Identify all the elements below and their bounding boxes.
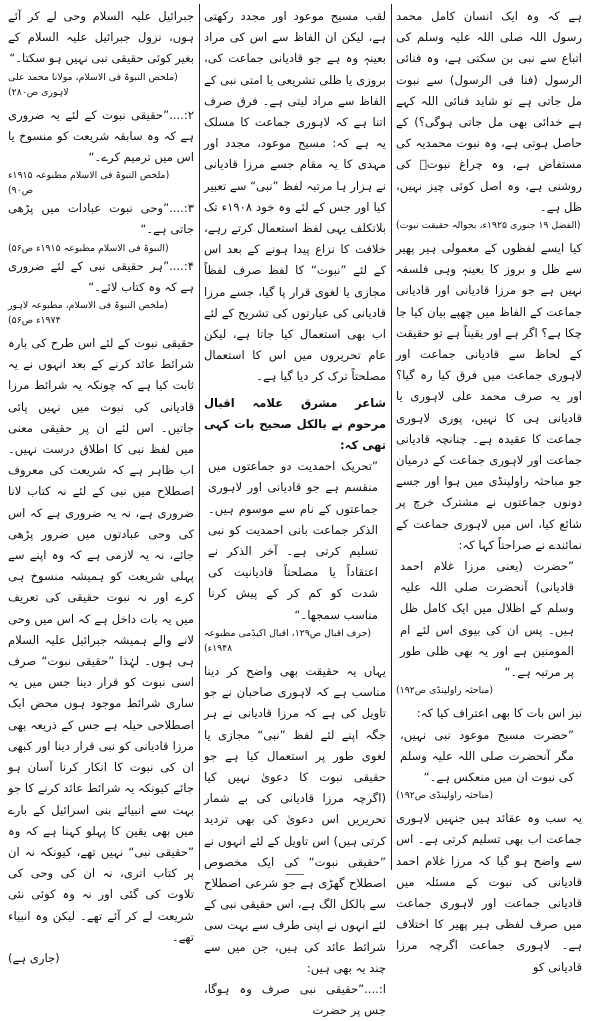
paragraph: لقب مسیح موعود اور مجدد رکھتی ہے، لیکن ان الفاظ سے اس کی مراد بعینہٖ وہ ہے جو قادیانی جماعت کی، بروزی یا ظلی تشریعی یا امتی نبی کے الفاظ سے مراد لیتی ہے۔ فرق صرف اتنا ہے کہ لاہوری جماعت کا مسلک یہ ہے کہ: مسیح موعود، مجدد اور مہدی کا یہ مقام جسے مرزا قادیانی نے ہزار ہا مرتبہ لفظ ”نبی“ سے تعبیر کیا اور جس کے لئے وہ خود ۱۹۰۸ء تک بلاتکلف یہی لفظ استعمال کرتے رہے، خلافت کا نزاع پیدا ہونے کے بعد اس کے لئے ”نبوت“ کا لفظ صرف لفظاً مجازی یا لغوی قرار پا گیا، جسے مرزا قادیانی کی عبارتوں کی تشریح کے لئے اب بھی استعمال کیا جاتا ہے، لیکن عام تحریروں میں اس کا استعمال مصلحتاً ترک کر دیا گیا ہے۔ [204, 9, 386, 384]
column-divider [391, 4, 392, 870]
paragraph: ہے کہ وہ ایک انسان کامل محمد رسول اللہ صلی اللہ علیہ وسلم کی اتباع سے نبی بن سکتی ہے، وہ فنائی الرسول (فنا فی الرسول) سے نبوت مل جاتی ہے تو شاید فنائی اللہ کہے ہے خدائی بھی مل جاتی ہوگی؟) کے حاصل ہوتی ہے، وہ نبوت محمدیہ کی مستفاض ہے، وہ چراغ نبوتؐ کی روشنی ہے، وہ اصل کوئی چیز نہیں، ظل ہے۔ [396, 9, 582, 214]
citation: (الفضل ۱۹ جنوری ۱۹۲۵ء، بحوالہ حقیقت نبوت) [396, 220, 581, 232]
paragraph: ا:....”حقیقی نبی صرف وہ ہوگا، جس پر حضرت [204, 981, 386, 1018]
citation: (مباحثہ راولپنڈی ص۱۹۲) [396, 685, 493, 697]
citation: (ملخص النبوۃ فی الاسلام مطبوعہ ۱۹۱۵ء ص۹۰) [8, 170, 170, 197]
paragraph: جبرائیل علیہ السلام وحی لے کر آئے ہوں، نزول جبرائیل علیہ السلام کے بغیر کوئی حقیقی نبی نہیں ہو سکتا۔“ [8, 9, 194, 66]
paragraph: حقیقی نبوت کے لئے اس طرح کی بارہ شرائط عائد کرنے کے بعد انہوں نے یہ ثابت کیا ہے کہ چونکہ یہ شرائط مرزا قادیانی کی نبوت میں نہیں پائی جاتیں۔ اس لئے ان پر حقیقی معنی میں لفظ نبی کا اطلاق درست نہیں۔ اب ظاہر ہے کہ شریعت کی معروف اصطلاح میں نبی کے لئے نہ کتاب لانا ضروری ہے، نہ یہ ضروری ہے کہ اس کی وحی عبادتوں میں ضرور پڑھی جائے، نہ یہ لازمی ہے کہ وہ اپنے سے پہلی شریعت کو ہمیشہ منسوخ ہی کرے اور نہ نبوت حقیقی کی تعریف میں یہ بات داخل ہے کہ اس میں وحی لانے والے ہمیشہ جبرائیل علیہ السلام ہی ہوں۔ لہٰذا ”حقیقی نبوت“ صرف اسی نبوت کو قرار دینا جس میں یہ ساری شرائط موجود ہوں محض ایک اصطلاحی حیلہ ہے جس کے ذریعہ بھی مرزا قادیانی کو نبی قرار دینا اور کبھی ان کی نبوت کا انکار کرنا آسان ہو جائے کیونکہ یہ شرائط عائد کرنے کا جو بہت سے انبیائے بنی اسرائیل کے بارے میں بھی یقین کا پہلو کہنا ہے کہ وہ ”حقیقی نبی“ نہیں تھے، کیونکہ نہ ان پر کتاب اتری، نہ ان کی وحی کی تلاوت کی گئی اور نہ وہ کوئی نئی شریعت لے کر آئے تھے۔ لیکن وہ انبیاء تھے۔ [8, 336, 194, 944]
middle-column [202, 6, 388, 1018]
quotation: ”حضرت (یعنی مرزا غلام احمد قادیانی) آنحضرت صلی اللہ علیہ وسلم کے اظلال میں ایک کامل ظل ہیں۔ پس ان کی بیوی اس لئے ام المومنین ہے اور یہ بھی ظلی طور پر مرتبہ ہے۔“ [400, 559, 574, 680]
paragraph: ۴:....”ہر حقیقی نبی کے لئے ضروری ہے کہ وہ کتاب لائے۔“ [8, 258, 194, 294]
citation: (مباحثہ راولپنڈی ص۱۹۲) [396, 790, 493, 802]
footer-mark [286, 874, 304, 879]
paragraph: یہ سب وہ عقائد ہیں جنہیں لاہوری جماعت اب بھی تسلیم کرتی ہے۔ اس سے واضح ہو گیا کہ مرزا غلام احمد قادیانی کی نبوت کے مسئلہ میں قادیانی جماعت اور لاہوری جماعت میں صرف لفظی ہیر پھیر کا اختلاف ہے۔ لاہوری جماعت اگرچہ مرزا قادیانی کو [396, 811, 582, 974]
paragraph: یہاں یہ حقیقت بھی واضح کر دینا مناسب ہے کہ لاہوری صاحبان نے جو تاویل کی ہے کہ مرزا قادیانی نے ہر جگہ اپنے لئے لفظ ”نبی“ مجازی یا لغوی طور پر استعمال کیا ہے جو حقیقی نبوت کا دعویٰ نہیں کیا (اگرچہ مرزا قادیانی کی بے شمار تحریریں اس دعویٰ کی بھی تردید کرتی ہیں) اس تاویل کے لئے انہوں نے ”حقیقی نبوت“ کی ایک مخصوص اصطلاح گھڑی ہے جو شرعی اصطلاح سے بالکل الگ ہے، اس حقیقی نبی کے لئے انہوں نے اپنی طرف سے بہت سی شرائط عائد کی ہیں، جن میں سے چند یہ بھی ہیں: [204, 663, 386, 975]
paragraph: ۳:....”وحی نبوت عبادات میں پڑھی جاتی ہے۔“ [8, 201, 194, 237]
citation: (ملخص النبوۃ فی الاسلام، مولانا محمد علی لاہوری ص۲۸۰) [8, 71, 178, 98]
right-column [394, 6, 584, 974]
continued-note: (جاری ہے) [8, 950, 60, 965]
paragraph: کیا ایسے لفظوں کے معمولی ہیر پھیر سے ظل و بروز کا بعینہٖ وہی فلسفہ نہیں ہے جو مرزا قادیانی اور قادیانی جماعت کے الفاظ میں چھپے بیان کیا جا چکا ہے؟ اگر ہے اور یقیناً ہے تو حقیقت کے لحاظ سے قادیانی جماعت اور لاہوری جماعت میں فرق کیا رہ گیا؟ اور یہ صرف محمد علی لاہوری یا قادیانی ہی کا نہیں، پوری لاہوری جماعت کا عقیدہ ہے۔ چنانچہ قادیانی جماعت اور لاہوری جماعت کے درمیان جو مباحثہ راولپنڈی میں ہوا اور جسے دونوں جماعتوں نے مشترک خرچ پر شائع کیا، اس میں لاہوری جماعت کے نمائندے نے صراحتاً کہا کہ: [396, 241, 582, 552]
left-column [6, 6, 196, 965]
citation: (حرف اقبال ص۱۲۹، اقبال اکیڈمی مطبوعہ ۱۹۴۸ء) [204, 627, 372, 654]
citation: (النبوۃ فی الاسلام مطبوعہ ۱۹۱۵ء ص۵۶) [8, 242, 169, 254]
quotation: ”حضرت مسیح موعود نبی نہیں، مگر آنحضرت صلی اللہ علیہ وسلم کی نبوت ان میں منعکس ہے۔“ [400, 727, 574, 784]
citation: (ملخص النبوۃ فی الاسلام، مطبوعہ لاہور ۱۹۷۴ء ص۵۶) [8, 300, 168, 327]
column-divider [199, 4, 200, 870]
paragraph: شاعر مشرق علامہ اقبال مرحوم نے بالکل صحیح بات کہی تھی کہ: [204, 395, 386, 453]
quotation: ”تحریک احمدیت دو جماعتوں میں منقسم ہے جو قادیانی اور لاہوری جماعتوں کے نام سے موسوم ہیں۔ الذکر جماعت بانی احمدیت کو نبی تسلیم کرتی ہے۔ آخر الذکر نے اعتقاداً یا مصلحتاً قادیانیت کی شدت کو کم کر کے پیش کرنا مناسب سمجھا۔“ [208, 459, 378, 622]
paragraph: نیز اس بات کا بھی اعتراف کیا کہ: [416, 706, 582, 721]
paragraph: ۲:....”حقیقی نبوت کے لئے یہ ضروری ہے کہ وہ سابقہ شریعت کو منسوخ یا اس میں ترمیم کرے۔“ [8, 107, 194, 165]
